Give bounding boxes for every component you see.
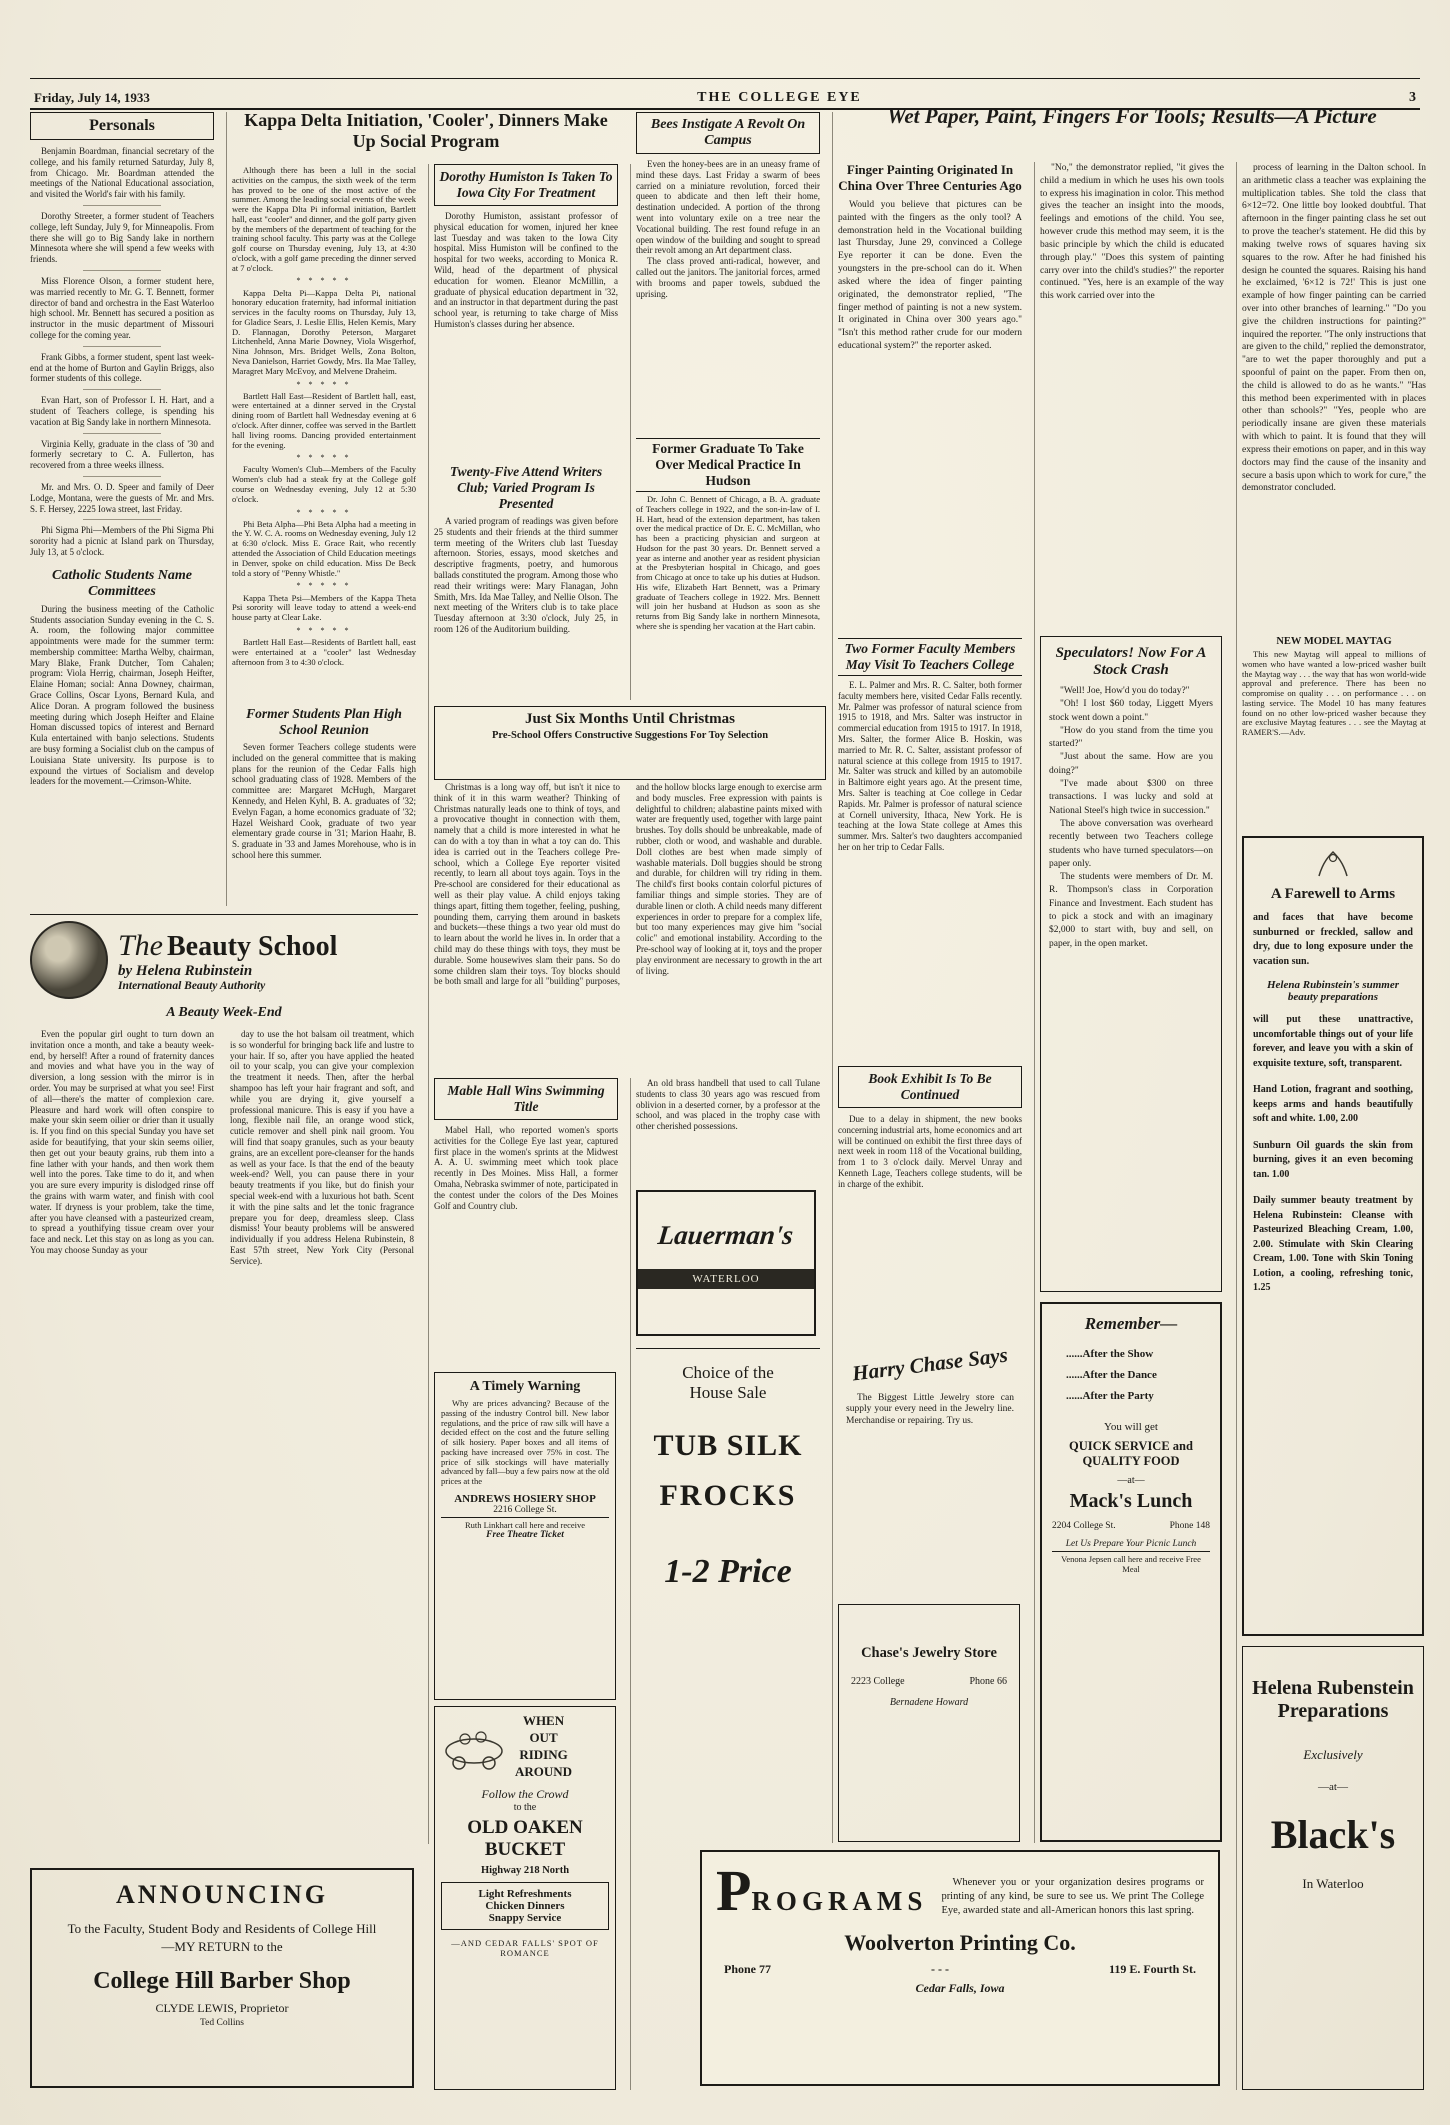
blacks-name: Black's [1270, 1812, 1396, 1857]
personals-item: Virginia Kelly, graduate in the class of '30 and formerly secretary to C. A. Fullerton, has recovered from a three weeks illness. [30, 438, 214, 471]
harry-chase-ad [838, 1334, 1022, 1598]
masthead-page-number: 3 [1409, 90, 1416, 105]
macks-contact-line [1052, 1521, 1210, 1531]
chases-contact: Bernadene Howard [889, 1697, 969, 1708]
handbell-filler: An old brass handbell that used to call Tulane students to class 30 years ago was rescued from oblivion in a deserted corner, by a professor at the school, and was placed in the trophy case with other cherished possessions. [636, 1078, 820, 1132]
announcing-body: To the Faculty, Student Body and Residents of College Hill—MY RETURN to the [67, 1921, 377, 1955]
farewell-item: Hand Lotion, fragrant and soothing, keeps arms and hands beautifully soft and white. 1.00, 2.00 [1253, 1084, 1413, 1124]
barber-proprietor: CLYDE LEWIS, Proprietor [155, 2001, 289, 2016]
free-ticket-note: Free Theatre Ticket [486, 1529, 564, 1540]
star-separator: * * * * * [296, 625, 352, 635]
personals-column [30, 112, 214, 906]
faculty-visit-body: E. L. Palmer and Mrs. R. C. Salter, both former faculty members here, visited Cedar Falls recently. Mr. Palmer was professor of natural science from 1915 to 1918, and Mrs. Salter was instructor in commercial education from 1915 to 1917. In 1918, Mrs. Salter, the former Alice B. Hoskin, was married to Mr. R. C. Salter, assistant professor of natural science at this college from 1915 to 1917. Mr. Salter was struck and killed by an automobile in Baltimore eight years ago. At the present time, Mrs. Salter is teaching at Coe college in Cedar Rapids. Mr. Palmer is professor of natural science at Cornell university, Ithaca, New York. He is teaching at the Iowa State college at Ames this summer. Mrs. Salter's two daughters accompanied her on her trip to Cedar Falls. [838, 680, 1022, 852]
star-separator: * * * * * [296, 379, 352, 389]
divider [636, 438, 820, 439]
lauermans-logo: Lauerman's [656, 1220, 795, 1250]
hosiery-shop-name: ANDREWS HOSIERY SHOP [454, 1492, 596, 1505]
divider [636, 1348, 820, 1349]
old-oaken-name-1: OLD OAKEN [467, 1816, 583, 1838]
writers-club-headline: Twenty-Five Attend Writers Club; Varied Program Is Presented [449, 464, 603, 511]
finger-painting-col-3: process of learning in the Dalton school. In an arithmetic class a teacher was explaining the multiplication tables. She told the class that 6×12=72. One little boy looked doubtful. That afternoon in the finger painting class he set out to prove the teacher's statement. He did this by making twelve rows of squares having six squares to the row. After he had finished his design he counted the squares. Raising his hand he exclaimed, '6×12 is 72!' This is just one example of how finger painting can be carried over into other branches of learning." "Do you give the children instructions for painting?" inquired the reporter. "The only instructions that are given to the child," replied the demonstrator, "are to wet the paper thoroughly and put a spoonful of paint on the paper. From then on, the child is allowed to do as he wants." "Has this method been experimented with in places other than schools?" "Yes, people who are periodically insane are given these materials with which to paint. It is found that they will express their emotions on paper, and in this way doctors may find the cause of the insanity and secure a basis upon which to work for cure," the demonstrator concluded. [1242, 163, 1426, 494]
kappa-delta-headline: Kappa Delta Initiation, 'Cooler', Dinners Make Up Social Program [244, 110, 608, 151]
christmas-title: Just Six Months Until Christmas [524, 711, 736, 727]
macks-name: Mack's Lunch [1069, 1489, 1193, 1512]
speculators-paragraph: "Oh! I lost $60 today, Liggett Myers stock went down a point." [1049, 699, 1213, 723]
beauty-column-1: Even the popular girl ought to turn down an invitation once a month, and take a beauty week-end, by herself! After a round of fraternity dances and movies and what have you in the way of diversion, a long session with the mirror is in order. You may be surprised at what you see! First of all—there's the matter of complexion care. Pleasure and hard work will often conspire to make your skin seem oilier or drier than it usually is. If you find on this special Sunday you have set aside for beautifying, that your skin seems oilier, then get out your beauty grains, rub them into a fine lather with your hands, and then work them well into the pores. Take time to do it, and when you are sure every impurity is dislodged rinse off the grains with warm water, and finish with cool water. If dryness is your problem, take the time, after you have cleansed with a pasteurized cream, to spread a youthifying tissue cream over your face and neck. Let this stay on as long as you can. You may choose Sunday as your [30, 1029, 214, 1255]
star-separator: * * * * * [296, 453, 352, 463]
kappa-item: Faculty Women's Club—Members of the Faculty Women's club had a steak fry at the College golf course on Wednesday evening, July 12 at 5:30 o'clock. [232, 464, 416, 504]
item-divider [83, 519, 160, 520]
masthead-title: THE COLLEGE EYE [697, 90, 862, 105]
item-divider [83, 389, 160, 390]
masthead-date: Friday, July 14, 1933 [34, 90, 150, 105]
farewell-brand-line: Helena Rubinstein's summer beauty preparations [1266, 979, 1400, 1003]
kappa-item: Phi Beta Alpha—Phi Beta Alpha had a meeting in the Y. W. C. A. rooms on Wednesday evening, July 12 at 6:30 o'clock. Miss E. Grace Rait, who recently attended the Association of Child Education meetings in Denver, spoke on child education. Miss De Beck told a story of "Penny Whistle." [232, 518, 416, 578]
catholic-students-body: During the business meeting of the Catholic Students association Sunday evening in the C. S. A. room, the following major committee appointments were made for the summer term: membership committee: Martha Welby, chairman, Mary Blake, Frank Dutcher, Tom Cahalen; program: Viola Herrig, chairman, Joseph Heifter, Elaine Homan; social: Anna Downey, chairman, Grace Collins, Oscar Lyons, Bernard Kula, and Alice Doran. A program followed the business meeting during which Joseph Heifter and Elaine Homan discussed topics of interest and Bernard Kula entertained with banjo selections. Students are busy forming a Socialist club on the campus of Louisiana State university. Its purpose is to expound the virtues of Socialism and develop leaders for the movement.—Crimson-White. [30, 603, 214, 787]
old-oaken-bucket-ad [434, 1706, 616, 2090]
book-exhibit-body: Due to a delay in shipment, the new books concerning industrial arts, home economics and art will be continued on exhibit the first three days of next week in room 118 of the Vocational building, from 1 to 3 o'clock daily. Mervel Unray and Kenneth Lage, Teachers college students, will be in charge of the exhibit. [838, 1114, 1022, 1189]
maytag-notice [1242, 636, 1426, 830]
macks-free-meal-note: Venona Jepsen call here and receive Free Meal [1061, 1553, 1201, 1574]
item-divider [83, 205, 160, 206]
christmas-feature-header [434, 706, 826, 780]
dorothy-humiston-body: Dorothy Humiston, assistant professor of physical education for women, injured her knee last Tuesday and was taken to the Iowa City hospital. Miss Humiston will be confined to the hospital for two weeks, according to Monica R. Wild, head of the department of physical education for women. Eleanor McMillin, a graduate of physical education department in '32, and an instructor in that department during the past school year, is returning to take charge of Miss Humiston's classes during her absence. [434, 211, 618, 329]
programs-wordmark: PROGRAMS [716, 1858, 928, 1923]
personals-item: Evan Hart, son of Professor I. H. Hart, and a student of Teachers college, is spending his vacation at Big Sandy lake in northern Minnesota. [30, 395, 214, 427]
reunion-article [232, 706, 416, 906]
beauty-byline: by Helena Rubinstein [118, 962, 253, 979]
speculators-paragraph: "I've made about $300 on three transactions. I was lucky and sold at National Steel's high twice in succession." [1049, 779, 1213, 816]
barber-shop-ad [30, 1868, 414, 2088]
hudson-headline: Former Graduate To Take Over Medical Practice In Hudson [652, 441, 804, 488]
writers-club-article [434, 464, 618, 702]
blacks-exclusively: Exclusively [1303, 1747, 1363, 1762]
speculators-paragraph: "Well! Joe, How'd you do today?" [1060, 686, 1190, 696]
personals-item: Frank Gibbs, a former student, spent last week-end at the home of Burton and Gaylin Briggs, also former students of this college. [30, 351, 214, 384]
old-oaken-name-2: BUCKET [484, 1838, 566, 1860]
column-rule [630, 1078, 631, 2090]
beauty-column-2: day to use the hot balsam oil treatment, which is so wonderful for bringing back life and lustre to your hair. If so, after you have applied the heated oil to your scalp, you can give your complexion the treatment it needs. Then, after the herbal shampoo has left your hair fragrant and soft, and while you are drying it, give yourself a professional manicure. This is easy if you have a long, flexible nail file, an orange wood stick, cuticle remover and shell pink nail groom. You will find that soapy granules, such as your beauty grains, are an excellent pore-cleanser for the hands as well as your face. Is that the end of the beauty week-end? Well, you can pause there in your beauty treatments if you like, but do finish your special week-end with a luxurious hot bath. Scent it with the pine salts and let the tonic fragrance prepare you for deep, dreamless sleep. Class dismiss! Your beauty problems will be answered individually if you address Helena Rubinstein, 8 East 57th street, New York City (Personal Service). [230, 1029, 414, 1266]
macks-at: —at— [1117, 1474, 1145, 1486]
blacks-at: —at— [1318, 1781, 1348, 1793]
faculty-visit-article [838, 636, 1022, 1060]
blacks-brand: Helena Rubenstein [1252, 1677, 1414, 1699]
mable-hall-body: Mabel Hall, who reported women's sports activities for the College Eye last year, captured first place in the women's sprints at the Midwest A. A. U. swimming meet which took place recently in Des Moines. Miss Hall, a former Omaha, Nebraska swimmer of note, participated in the contest under the colors of the Des Moines Golf and Country club. [434, 1125, 618, 1211]
tubsilk-big2: FROCKS [659, 1479, 797, 1512]
blacks-ad [1242, 1646, 1424, 2090]
catholic-students-headline: Catholic Students Name Committees [51, 567, 193, 599]
macks-picnic-line: Let Us Prepare Your Picnic Lunch [1065, 1538, 1197, 1549]
divider [636, 491, 820, 492]
star-separator: * * * * * [296, 276, 352, 286]
speculators-paragraph: The students were members of Dr. M. R. Thompson's class in Corporation Finance and Investment. Each student has to pick a stock and with an imaginary $2,000 to start with, buy and sell, on paper, in the open market. [1049, 872, 1213, 949]
to-the: to the [513, 1801, 537, 1813]
faculty-visit-headline: Two Former Faculty Members May Visit To Teachers College [844, 641, 1016, 672]
farewell-item: Daily summer beauty treatment by Helena Rubinstein: Cleanse with Pasteurized Bleaching Cream, 1.00, 2.00. Stimulate with Skin Clearing Cream, 1.00. Tone with Skin Toning Lotion, a cooling, refreshing tonic, 1.25 [1253, 1195, 1413, 1293]
woolverton-dashes: - - - [931, 1962, 949, 1976]
column-rule [1034, 162, 1035, 1843]
hosiery-note: Ruth Linkhart call here and receive [464, 1519, 586, 1530]
column-rule [428, 164, 429, 1844]
item-divider [83, 476, 160, 477]
timely-warning-body: Why are prices advancing? Because of the passing of the industry Control bill. New labor regulations, and the price of raw silk will have a decided effect on the cost and the future selling of silk hosiery. Paper boxes and all items of packing have increased over 75% in cost. The price of silk stockings will have materially advanced by fall—buy a few pairs now at the old prices at the [441, 1398, 609, 1487]
chases-jewelry-ad [838, 1604, 1020, 1842]
bees-headline: Bees Instigate A Revolt On Campus [636, 112, 820, 154]
programs-body: Whenever you or your organization desires programs or printing of any kind, be sure to see us. We print The College Eye, awarded state and all-American honors this last spring. [941, 1877, 1204, 1917]
remember-lines: ......After the Show ......After the Dance ......After the Party [1066, 1348, 1157, 1402]
bees-paragraph: Even the honey-bees are in an uneasy frame of mind these days. Last Friday a swarm of bees carried on a miniature revolution, forced their queen to abdicate and then left their home, destination undecided. A portion of the throng went into voluntary exile on a tree near the Vocational building. The rest found refuge in an open window of the building and sought to spread their revolt among an Art department class. [636, 159, 820, 256]
chases-name: Chase's Jewelry Store [861, 1645, 997, 1661]
speculators-paragraph: "Just about the same. How are you doing?" [1049, 752, 1213, 776]
woolverton-phone: Phone 77 [724, 1962, 772, 1976]
lauermans-ad [636, 1190, 816, 1336]
mable-hall-headline: Mable Hall Wins Swimming Title [434, 1078, 618, 1120]
tub-silk-ad [636, 1346, 820, 1843]
item-divider [83, 433, 160, 434]
chases-phone: Phone 66 [969, 1676, 1007, 1687]
speculators-paragraph: "How do you stand from the time you started?" [1049, 725, 1213, 750]
tubsilk-big1: TUB SILK [653, 1429, 803, 1462]
lauermans-city-band: WATERLOO [638, 1269, 814, 1289]
harry-chase-body: The Biggest Little Jewelry store can supply your every need in the Jewelry line. Merchandise or repairing. Try us. [846, 1393, 1014, 1426]
highway-line: Highway 218 North [480, 1864, 570, 1876]
blacks-line2: Preparations [1277, 1700, 1389, 1722]
divider [838, 638, 1022, 639]
programs-ad [700, 1850, 1220, 2086]
speculators-headline: Speculators! Now For A Stock Crash [1055, 645, 1207, 678]
timely-warning-ad [434, 1372, 616, 1700]
beauty-subtitle: International Beauty Authority [118, 979, 266, 992]
finger-painting-col-2: "No," the demonstrator replied, "it gives the child a medium in which he uses his own tools to express his imagination in color. This method gives the teacher an insight into the moods, feelings and emotions of the child. You see, however crude this method may seem, it is the basic principle by which the child is educated through play." "Does this system of painting carry over into the child's studies?" the reporter continued. "Yes, here is an example of the way this work carried over into the [1040, 163, 1224, 302]
kappa-delta-article [232, 166, 416, 700]
woolverton-name: Woolverton Printing Co. [844, 1930, 1076, 1955]
kappa-item: Bartlett Hall East—Resident of Bartlett hall, east, were entertained at a dinner served in the Crystal dining room of Bartlett hall Wednesday evening at 6 o'clock. After dinner, coffee was served in the Bartlett hall living rooms. Dancing provided entertainment for the evening. [232, 390, 416, 450]
macks-address: 2204 College St. [1052, 1520, 1116, 1531]
announcing-title: ANNOUNCING [116, 1880, 328, 1909]
woolverton-address: 119 E. Fourth St. [1108, 1962, 1196, 1976]
farewell-illustration [1313, 848, 1353, 882]
farewell-to-arms-ad [1242, 836, 1424, 1636]
maytag-title: NEW MODEL MAYTAG [1276, 636, 1392, 647]
hudson-body: Dr. John C. Bennett of Chicago, a B. A. graduate of Teachers college in 1922, and the son-in-law of I. H. Hart, head of the extension department, has taken over the medical practice of Dr. E. C. McMillan, who has been a practicing physician and surgeon at Hudson for the past 30 years. Dr. Bennett served a year as interne and another year as resident physician at the Presbyterian hospital in Chicago, and goes from Chicago at once to take up his duties at Hudson. His wife, Elizabeth Hart Bennett, was a Primary graduate of Teachers college in 1922. Mrs. Bennett will join her husband at Hudson as soon as she returns from Big Sandy lake in northern Minnesota, where she is spending her vacation at the Hart cabin. [636, 494, 820, 631]
book-exhibit-headline: Book Exhibit Is To Be Continued [838, 1066, 1022, 1108]
column-rule [832, 112, 833, 1843]
macks-lunch-ad [1040, 1302, 1222, 1842]
beauty-the: The [118, 928, 163, 962]
timely-warning-title: A Timely Warning [469, 1379, 581, 1394]
book-exhibit-article [838, 1066, 1022, 1328]
personals-item: Benjamin Boardman, financial secretary of the college, and his family returned Saturday, July 8, from Chicago. Mr. Boardman attended the meetings of the National Educational association, and visited the World's fair with his family. [30, 146, 214, 200]
riding-illustration [441, 1721, 507, 1773]
macks-service: QUICK SERVICE and QUALITY FOOD [1069, 1438, 1193, 1468]
bees-paragraph: The class proved anti-radical, however, and called out the janitors. The janitorial forces, armed with brooms and paper towels, subdued the uprising. [636, 256, 820, 299]
kappa-item: Bartlett Hall East—Residents of Bartlett hall, east were entertained at a "cooler" last Wednesday afternoon from 3 to 4:30 o'clock. [232, 636, 416, 667]
dorothy-humiston-article [434, 164, 618, 460]
blacks-city: In Waterloo [1302, 1876, 1364, 1891]
beauty-title: Beauty School [167, 930, 338, 962]
follow-the-crowd: Follow the Crowd [481, 1786, 569, 1801]
refreshments-box: Light Refreshments Chicken Dinners Snappy Service [441, 1882, 609, 1930]
helena-rubinstein-portrait [30, 921, 108, 999]
tubsilk-line1: Choice of the [682, 1363, 774, 1382]
barber-shop-name: College Hill Barber Shop [93, 1968, 351, 1995]
beauty-school-wordmark [118, 929, 337, 992]
divider [441, 1517, 609, 1518]
tubsilk-line2: House Sale [689, 1383, 767, 1402]
finger-painting-col-1: Finger Painting Originated In China Over Three Centuries Ago Would you believe that pictures can be painted with the fingers as the only tool? A demonstration held in the Vocational building last Thursday, June 29, convinced a College Eye reporter it can be done. Even the youngsters in the pre-school can do it. When asked where the idea of finger painting originated, the demonstrator replied, "The finger method of painting is not a new system. It originated in China over 300 years ago." "Isn't this method rather crude for our modern educational system?" the reporter asked. [838, 162, 1022, 351]
maytag-body: This new Maytag will appeal to millions of women who have wanted a low-priced washer built the Maytag way . . . the way that has won world-wide approval and preference. There has been no compromise on quality . . . on performance . . . on lasting service. The Model 10 has many features found on no other low-priced washer because they are exclusive Maytag features . . . see the Maytag at RAMER'S.—Adv. [1242, 649, 1426, 738]
reunion-body: Seven former Teachers college students were included on the general committee that is making plans for the reunion of the Cedar Falls high school graduating class of 1928. Members of the committee are: Margaret McHugh, Margaret Kennedy, and Helen Kyhl, B. A. graduates of '32; Evelyn Fagan, a home economics graduate of '32; Hazel Weishard Cook, graduate of two year elementary grade course in '31; Marion Haahr, B. S. graduate in '33 and James Morehouse, who is in school here this summer. [232, 742, 416, 860]
kappa-item: Kappa Theta Psi—Members of the Kappa Theta Psi sorority will leave today to attend a week-end house party at Clear Lake. [232, 592, 416, 623]
wet-paper-headline: Wet Paper, Paint, Fingers For Tools; Results—A Picture [887, 104, 1377, 128]
column-rule [226, 112, 227, 906]
divider [1052, 1551, 1210, 1552]
beauty-feature-title: A Beauty Week-End [166, 1005, 282, 1020]
item-divider [83, 270, 160, 271]
star-separator: * * * * * [296, 507, 352, 517]
item-divider [83, 346, 160, 347]
divider [838, 675, 1022, 676]
speculators-paragraph: The above conversation was overheard recently between two Teachers college students who have turned speculators—on paper only. [1049, 818, 1213, 869]
writers-club-body: A varied program of readings was given before 25 students and their friends at the third summer term meeting of the Writers club last Tuesday afternoon. Stories, essays, mood sketches and descriptive fragments, poetry, and humorous ballads constituted the program. Among those who read their writings were: Mary Flanagan, John Smith, Mrs. Ida Mae Talley, and Nellie Olson. The next meeting of the Writers club is to take place Tuesday afternoon at 3:30 o'clock, July 25, in room 126 of the Auditorium building. [434, 516, 618, 634]
chases-address: 2223 College [851, 1676, 905, 1687]
macks-promise: You will get [1104, 1420, 1158, 1433]
farewell-body: will put these unattractive, uncomfortable things out of your life forever, and leave you with a skin of exquisite texture, soft, transparent. [1253, 1014, 1413, 1069]
woolverton-city: Cedar Falls, Iowa [915, 1981, 1005, 1995]
finger-painting-subhead: Finger Painting Originated In China Over Three Centuries Ago [838, 162, 1022, 193]
kappa-item: Kappa Delta Pi—Kappa Delta Pi, national honorary education fraternity, had informal initiation services in the faculty rooms on Thursday, July 13, for Gladice Sears, J. Leslie Ellis, Helen Kemis, Mary D. Flannagan, Dorothy Peterson, Margaret Litchenheld, Anna Marie Downey, Viola Wisgerhof, Nina Johnson, Mrs. Bridget Wells, Zona Bolton, Neva Danielson, Harriet Gowdy, Mrs. Ila Mae Talley, Maragret Mary McEvoy, and Melvene Draheim. [232, 287, 416, 376]
personals-header: Personals [30, 112, 214, 140]
column-rule [630, 164, 631, 700]
beauty-school-feature [30, 912, 418, 1862]
farewell-intro: and faces that have become sunburned or freckled, sallow and dry, due to long exposure under the vacation sun. [1253, 912, 1413, 967]
personals-item: Phi Sigma Phi—Members of the Phi Sigma Phi sorority had a picnic at Island park on Thursday, July 13, at 5 o'clock. [30, 525, 214, 557]
personals-item: Mr. and Mrs. O. D. Speer and family of Deer Lodge, Montana, were the guests of Mr. and Mrs. S. F. Hersey, 2225 Iowa street, last Friday. [30, 481, 214, 514]
christmas-feature-body: Christmas is a long way off, but isn't it nice to think of it in this warm weather? Thinking of Christmas naturally leads one to think of toys, and a provocative thought in connection with them, namely that a child is more interested in what he can do with a toy than in what a toy can do. This idea is carried out in the Teachers college Pre-school, which a College Eye reporter visited recently, to learn all about toys again. Toys in the Pre-school are considered for their educational as well as their play value. A child enjoys taking things apart, fitting them together, feeling, pushing, pounding them, carrying them around in baskets and buckets—these things a two year old must do to learn about the world he lives in. In order that a child may do these things with toys, they must be durable. Some housewives slam their pans. So do some children slam their toys. Toy blocks should be both small and large for all "building" purposes, and the hollow blocks large enough to exercise arm and body muscles. Free expression with paints is delightful to children; alabastine paints mixed with water are frequently used, together with large paint brushes. Toy dolls should be unbreakable, made of rubber, cloth or wood, and washable and durable. Doll clothes are best when made simply of washable materials. Doll buggies should be strong and durable, for children will try riding in them. The child's first books contain colorful pictures of familiar things and simple stories. They are of durable linen or cloth. A child needs many different experiences in order to prepare for a complex life, but too many experiences may give him "social colic" and emotional instability. According to the Pre-school way of looking at it, toys and the proper play environment are necessary to growth in the art of living. [434, 782, 822, 987]
speculators-article [1040, 636, 1222, 1292]
harry-chase-script: Harry Chase Says [850, 1342, 1009, 1386]
christmas-subtitle: Pre-School Offers Constructive Suggestions For Toy Selection [491, 730, 769, 741]
personals-item: Dorothy Streeter, a former student of Teachers college, left Sunday, July 9, for Minneapolis. From there she will go to Big Sandy lake in northern Minnesota where she will spend a few weeks with friends. [30, 210, 214, 265]
macks-phone: Phone 148 [1169, 1520, 1210, 1531]
farewell-item: Sunburn Oil guards the skin from burning, gives it an even becoming tan. 1.00 [1253, 1139, 1413, 1180]
divider [30, 914, 418, 915]
star-separator: * * * * * [296, 581, 352, 591]
barber-extra: Ted Collins [200, 2018, 244, 2029]
personals-list [30, 146, 214, 558]
remember-title: Remember— [1084, 1314, 1178, 1333]
farewell-title: A Farewell to Arms [1270, 886, 1396, 902]
woolverton-contact [716, 1962, 1204, 1977]
personals-item: Miss Florence Olson, a former student here, was married recently to Mr. G. T. Bennett, former director of band and orchestra in the East Waterloo high school. Mr. Bennett has secured a position as instructor in the music department of Missouri college for the coming year. [30, 275, 214, 340]
hosiery-shop-address: 2216 College St. [493, 1504, 557, 1515]
bees-article [636, 112, 820, 432]
chases-contact-line [845, 1676, 1013, 1687]
hudson-article [636, 436, 820, 702]
romance-tagline: —AND CEDAR FALLS' SPOT OF ROMANCE [451, 1937, 599, 1958]
riding-words: WHEN OUT RIDING AROUND [515, 1713, 573, 1779]
column-rule [1236, 162, 1237, 2090]
reunion-headline: Former Students Plan High School Reunion [246, 706, 402, 737]
dorothy-humiston-headline: Dorothy Humiston Is Taken To Iowa City For Treatment [434, 164, 618, 206]
kappa-intro: Although there has been a lull in the social activities on the campus, the sixth week of the term has proved to be one of the most active of the summer. Among the leading social events of the week were the Kappa Dlta Pi informal initiation, Bartlett hall, east "cooler" and dinner, and the golf party given by the members of the department of teaching for the training school faculty. This party was at the College golf course on Thursday evening, July 13, at 4:30 o'clock, with a golf game preceding the dinner served at 7 o'clock. [232, 166, 416, 273]
tubsilk-price: 1-2 Price [664, 1553, 792, 1590]
mable-hall-article [434, 1078, 618, 1366]
